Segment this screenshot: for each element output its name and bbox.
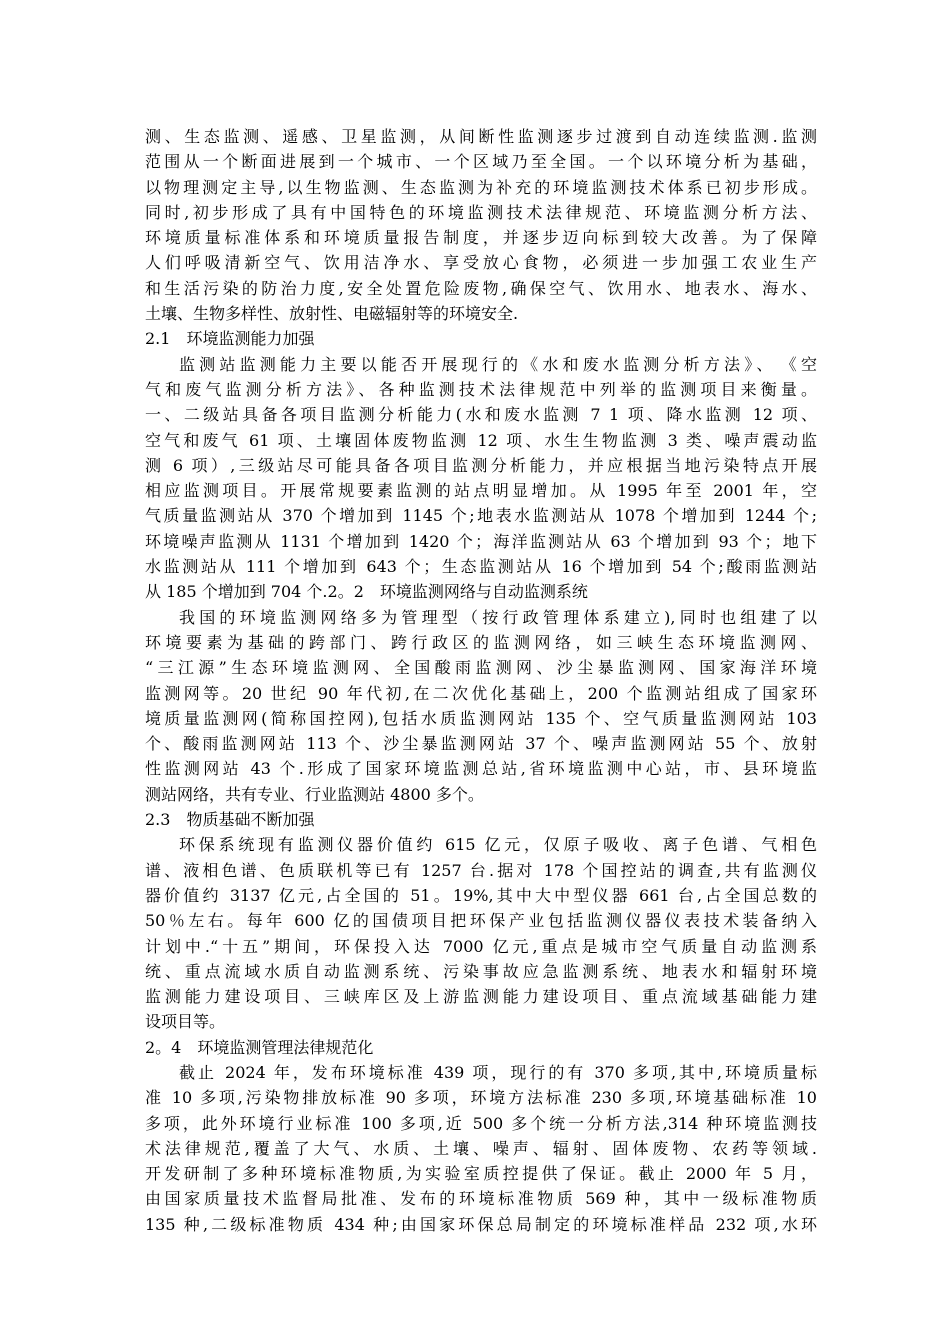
text-line: 术法律规范,覆盖了大气、水质、土壤、噪声、辐射、固体废物、农药等领域.: [145, 1138, 817, 1158]
text-line: 相应监测项目。开展常规要素监测的站点明显增加。从 1995 年至 2001 年，空: [145, 481, 817, 501]
text-line: 开发研制了多种环境标准物质,为实验室质控提供了保证。截止 2000 年 5 月，: [145, 1164, 817, 1184]
text-line: 以物理测定主导,以生物监测、生态监测为补充的环境监测技术体系已初步形成。: [145, 177, 817, 197]
text-line: 气质量监测站从 370 个增加到 1145 个;地表水监测站从 1078 个增加到 1244 个;: [145, 506, 817, 526]
text-line: 个、酸雨监测网站 113 个、沙尘暴监测网站 37 个、噪声监测网站 55 个、放射: [145, 734, 817, 754]
text-line: 一、二级站具备各项目监测分析能力(水和废水监测 7 1 项、降水监测 12 项、: [145, 405, 817, 425]
text-line: 气和废气监测分析方法》、各种监测技术法律规范中列举的监测项目来衡量。: [145, 379, 817, 399]
text-line: 境质量监测网(简称国控网),包括水质监测网站 135 个、空气质量监测网站 103: [145, 708, 817, 728]
text-line: 监测网等。20 世纪 90 年代初,在二次优化基础上，200 个监测站组成了国家环: [145, 683, 817, 703]
document-body: [145, 124, 817, 1237]
text-line: 设项目等。: [145, 1012, 226, 1032]
section-heading: 2.1 环境监测能力加强: [145, 329, 315, 349]
text-line: 由国家质量技术监督局批准、发布的环境标准物质 569 种，其中一级标准物质: [145, 1189, 817, 1209]
text-line: 准 10 多项,污染物排放标准 90 多项，环境方法标准 230 多项,环境基础标准 10: [145, 1088, 817, 1108]
text-line: 环境质量标准体系和环境质量报告制度，并逐步迈向标到较大改善。为了保障: [145, 228, 817, 248]
text-line: 从 185 个增加到 704 个.2。2 环境监测网络与自动监测系统: [145, 582, 588, 602]
text-line: 监测站监测能力主要以能否开展现行的《水和废水监测分析方法》、 《空: [179, 354, 817, 374]
text-line: 环境要素为基础的跨部门、跨行政区的监测网络，如三峡生态环境监测网、: [145, 632, 817, 652]
text-line: 范围从一个断面进展到一个城市、一个区域乃至全国。一个以环境分析为基础，: [145, 152, 817, 172]
text-line: 计划中.“十五”期间，环保投入达 7000 亿元,重点是城市空气质量自动监测系: [145, 936, 817, 956]
text-line: 监测能力建设项目、三峡库区及上游监测能力建设项目、重点流域基础能力建: [145, 987, 817, 1007]
section-heading: 2.3 物质基础不断加强: [145, 810, 315, 830]
text-line: 我国的环境监测网络多为管理型（按行政管理体系建立),同时也组建了以: [179, 607, 817, 627]
text-line: 测、生态监测、遥感、卫星监测，从间断性监测逐步过渡到自动连续监测.监测: [145, 127, 817, 146]
text-line: 环境噪声监测从 1131 个增加到 1420 个；海洋监测站从 63 个增加到 93 个；地下: [145, 531, 817, 551]
text-line: 环保系统现有监测仪器价值约 615 亿元，仅原子吸收、离子色谱、气相色: [179, 835, 817, 855]
text-line: 截止 2024 年，发布环境标准 439 项，现行的有 370 多项,其中,环境质量标: [179, 1062, 817, 1082]
text-line: 同时,初步形成了具有中国特色的环境监测技术法律规范、环境监测分析方法、: [145, 202, 817, 222]
text-line: 器价值约 3137 亿元,占全国的 51。19%,其中大中型仪器 661 台,占全国总数的: [145, 885, 817, 905]
text-line: 谱、液相色谱、色质联机等已有 1257 台.据对 178 个国控站的调查,共有监测仪: [145, 860, 817, 880]
text-line: 测站网络，共有专业、行业监测站 4800 多个。: [145, 784, 484, 804]
text-line: 135 种,二级标准物质 434 种;由国家环保总局制定的环境标准样品 232 项,水环: [145, 1214, 817, 1234]
text-line: 土壤、生物多样性、放射性、电磁辐射等的环境安全.: [145, 304, 519, 324]
text-line: 统、重点流域水质自动监测系统、污染事故应急监测系统、地表水和辐射环境: [145, 961, 817, 981]
text-line: 性监测网站 43 个.形成了国家环境监测总站,省环境监测中心站，市、县环境监: [145, 759, 817, 779]
text-line: 水监测站从 111 个增加到 643 个；生态监测站从 16 个增加到 54 个;酸雨监测站: [145, 557, 817, 577]
text-line: 人们呼吸清新空气、饮用洁净水、享受放心食物，必须进一步加强工农业生产: [145, 253, 817, 273]
text-line: 和生活污染的防治力度,安全处置危险废物,确保空气、饮用水、地表水、海水、: [145, 278, 817, 298]
text-line: 50％左右。每年 600 亿的国债项目把环保产业包括监测仪器仪表技术装备纳入: [145, 911, 817, 931]
section-heading: 2。4 环境监测管理法律规范化: [145, 1037, 374, 1057]
text-line: 测 6 项）,三级站尽可能具备各项目监测分析能力，并应根据当地污染特点开展: [145, 455, 817, 475]
text-line: 多项，此外环境行业标准 100 多项,近 500 多个统一分析方法,314 种环境监测技: [145, 1113, 817, 1133]
text-line: 空气和废气 61 项、土壤固体废物监测 12 项、水生生物监测 3 类、噪声震动监: [145, 430, 817, 450]
text-line: “三江源”生态环境监测网、全国酸雨监测网、沙尘暴监测网、国家海洋环境: [145, 658, 817, 678]
